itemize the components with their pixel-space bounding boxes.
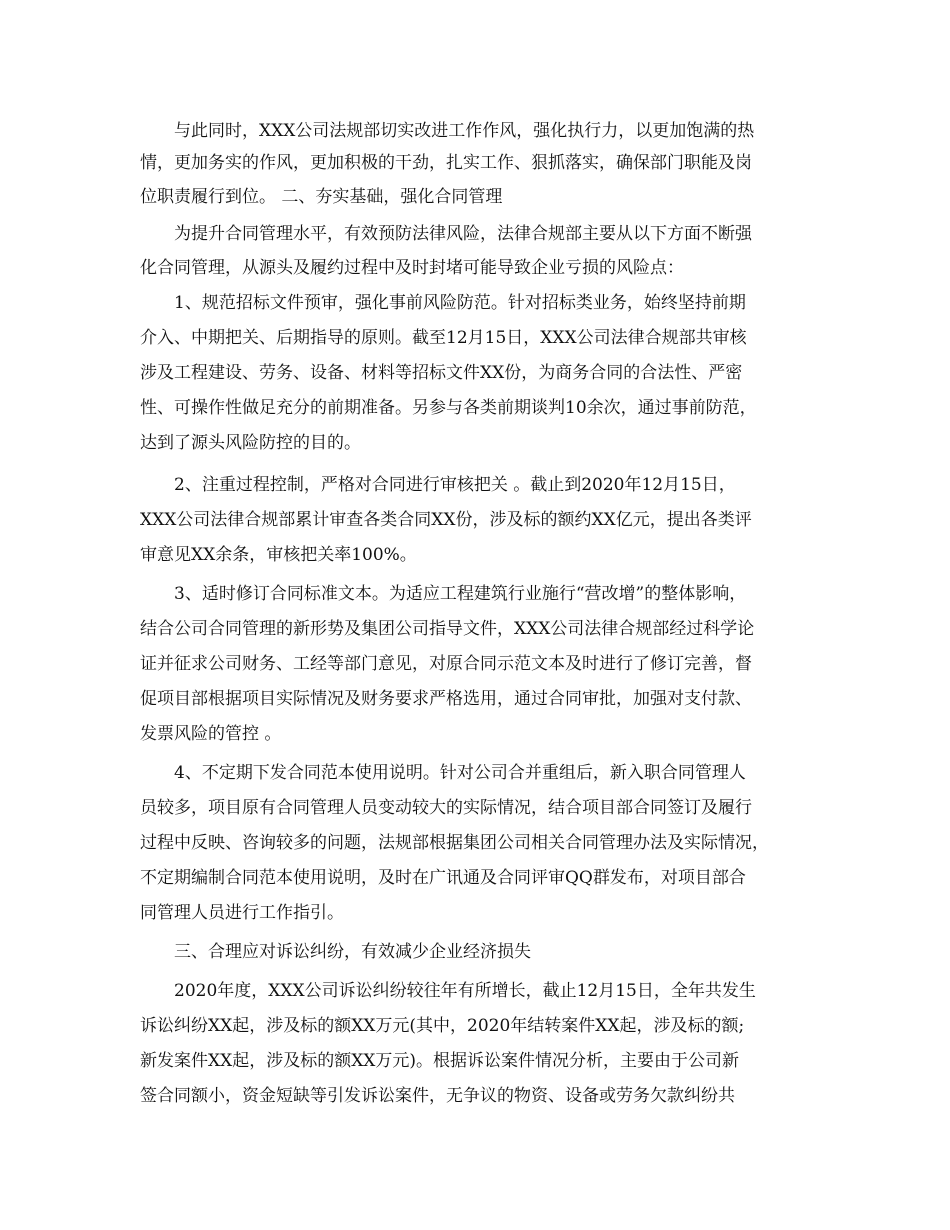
section-heading: 三、合理应对诉讼纠纷，有效减少企业经济损失 (140, 942, 531, 962)
text-line: 不定期编制合同范本使用说明，及时在广讯通及合同评审QQ群发布，对项目部合 (140, 868, 746, 888)
text-line: 同管理人员进行工作指引。 (140, 903, 344, 923)
text-line: 结合公司合同管理的新形势及集团公司指导文件，XXX公司法律合规部经过科学论 (140, 619, 755, 639)
text-line: 涉及工程建设、劳务、设备、材料等招标文件XX份，为商务合同的合法性、严密 (140, 363, 743, 383)
text-line: 2020年度，XXX公司诉讼纠纷较往年有所增长，截止12月15日，全年共发生 (140, 981, 756, 1001)
text-line: 介入、中期把关、后期指导的原则。截至12月15日，XXX公司法律合规部共审核 (140, 328, 747, 348)
text-line: 情，更加务实的作风，更加积极的干劲，扎实工作、狠抓落实，确保部门职能及岗 (140, 153, 752, 173)
text-line: XXX公司法律合规部累计审查各类合同XX份，涉及标的额约XX亿元，提出各类评 (140, 510, 752, 530)
text-line: 4、不定期下发合同范本使用说明。针对公司合并重组后，新入职合同管理人 (140, 763, 746, 783)
text-line: 员较多，项目原有合同管理人员变动较大的实际情况，结合项目部合同签订及履行 (140, 798, 752, 818)
text-line: 与此同时，XXX公司法规部切实改进工作作风，强化执行力，以更加饱满的热 (140, 121, 755, 141)
text-line: 3、适时修订合同标准文本。为适应工程建筑行业施行“营改增”的整体影响， (140, 584, 747, 604)
text-line: 达到了源头风险防控的目的。 (140, 433, 361, 453)
text-line: 促项目部根据项目实际情况及财务要求严格选用，通过合同审批，加强对支付款、 (140, 689, 752, 709)
text-line: 证并征求公司财务、工经等部门意见，对原合同示范文本及时进行了修订完善，督 (140, 654, 752, 674)
text-line: 签合同额小，资金短缺等引发诉讼案件，无争议的物资、设备或劳务欠款纠纷共 (140, 1086, 735, 1106)
text-line: 新发案件XX起，涉及标的额XX万元)。根据诉讼案件情况分析，主要由于公司新 (140, 1051, 740, 1071)
text-line: 2、注重过程控制，严格对合同进行审核把关 。截止到2020年12月15日， (140, 475, 736, 495)
text-line: 1、规范招标文件预审，强化事前风险防范。针对招标类业务，始终坚持前期 (140, 293, 746, 313)
text-line: 发票风险的管控 。 (140, 724, 282, 744)
text-line: 位职责履行到位。 二、夯实基础，强化合同管理 (140, 187, 503, 207)
text-line: 为提升合同管理水平，有效预防法律风险，法律合规部主要从以下方面不断强 (140, 224, 752, 244)
text-line: 性、可操作性做足充分的前期准备。另参与各类前期谈判10余次，通过事前防范， (140, 398, 757, 418)
text-line: 诉讼纠纷XX起，涉及标的额XX万元(其中，2020年结转案件XX起，涉及标的额; (140, 1016, 745, 1036)
text-line: 化合同管理，从源头及履约过程中及时封堵可能导致企业亏损的风险点： (140, 258, 684, 278)
text-line: 过程中反映、咨询较多的问题，法规部根据集团公司相关合同管理办法及实际情况， (140, 833, 769, 853)
text-line: 审意见XX余条，审核把关率100%。 (140, 545, 417, 565)
